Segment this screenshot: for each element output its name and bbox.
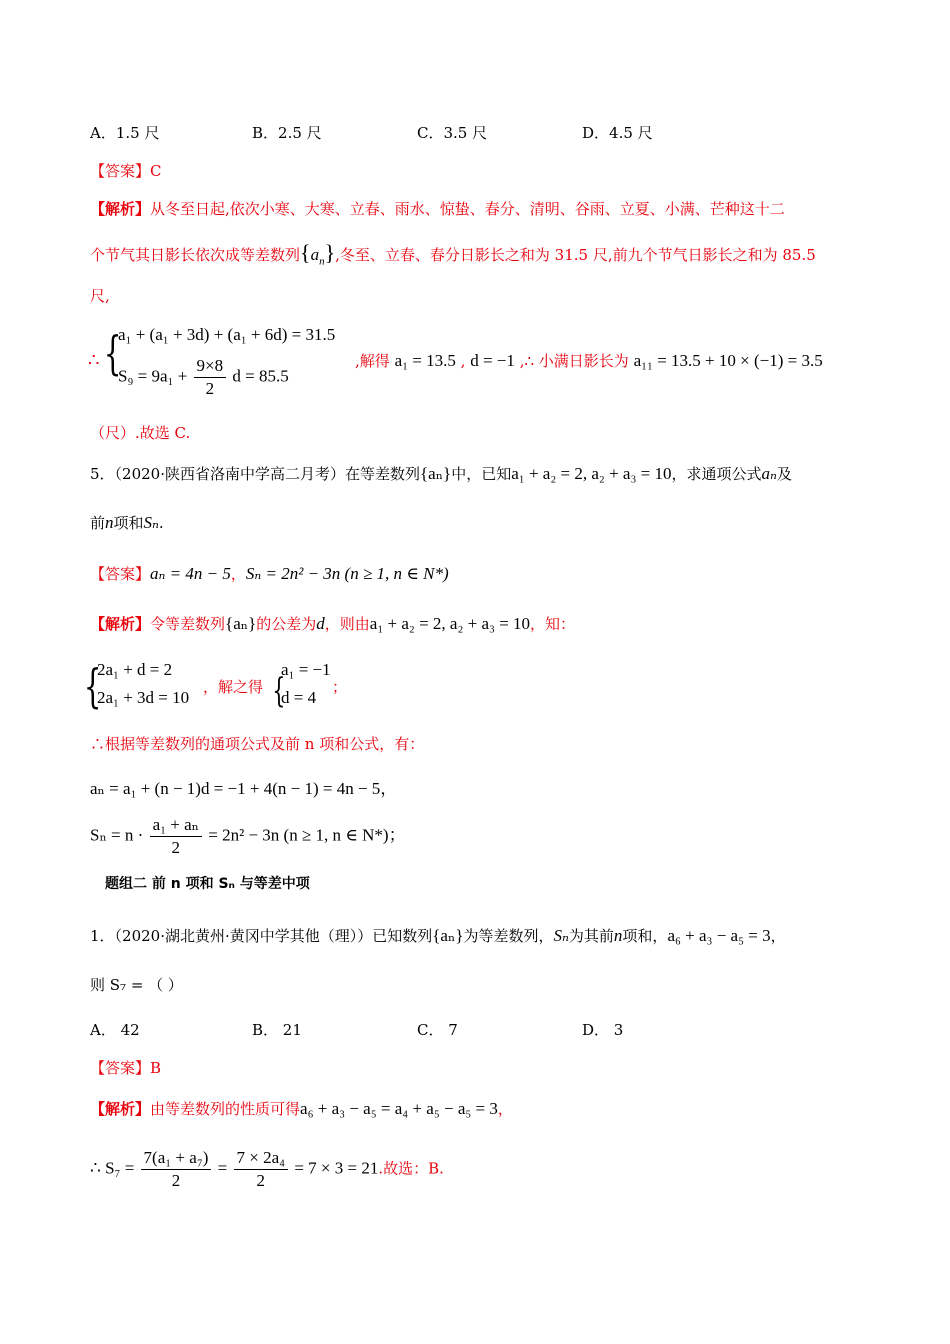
formula-intro: ∴根据等差数列的通项公式及前 n 项和公式，有：	[90, 735, 425, 753]
g2q1-option-d: D． 3	[582, 1021, 624, 1039]
answer-tag: 【答案】	[90, 162, 151, 180]
answer-sep: ，	[230, 565, 246, 583]
q-condition: a₆ + a₃ − a₅ = 3	[667, 926, 771, 945]
final-tail: .故选：B.	[378, 1159, 444, 1178]
q5-text: 项和	[113, 514, 144, 532]
fraction-numerator: 7 × 2a₄	[234, 1148, 289, 1170]
system2-eq2: d = 4	[281, 688, 317, 707]
q-set: {aₙ}	[432, 926, 464, 945]
answer-tag: 【答案】	[90, 1059, 151, 1077]
q-sn: Sₙ	[553, 926, 569, 945]
final-result: = 7 × 3 = 21	[294, 1158, 379, 1178]
q5-an: aₙ	[761, 464, 777, 483]
solve-text: ,解得	[355, 352, 390, 370]
q4-option-a: A．1.5 尺	[90, 124, 160, 142]
semicolon: ；	[332, 678, 348, 696]
q4-answer	[90, 160, 162, 181]
g2q1-final	[90, 1148, 444, 1191]
eq2-fraction	[194, 356, 227, 399]
q4-analysis-line2	[90, 240, 816, 267]
answer-value: C	[150, 162, 162, 180]
q5-sn: Sₙ	[143, 513, 159, 532]
q4-solution: ,解得 a₁ = 13.5 , d = −1 ,∴ 小满日影长为 a₁₁ = 13.5 + 10 × (−1) = 3.5	[355, 351, 823, 370]
solve-text: ，解之得	[203, 678, 264, 696]
analysis-tag: 【解析】	[90, 200, 151, 218]
system-eq2	[118, 356, 289, 399]
q5-line2	[90, 512, 164, 533]
fraction-denominator: 2	[256, 1171, 266, 1190]
sn-right: = 2n² − 3n (n ≥ 1, n ∈ N*)；	[208, 825, 406, 845]
q-text: ，	[770, 927, 786, 945]
system-eq1: a₁ + (a₁ + 3d) + (a₁ + 6d) = 31.5	[118, 325, 336, 344]
g2q1-line2: 则 S₇ = （ ）	[90, 976, 183, 994]
system1-brace: {	[83, 659, 102, 713]
g2q1-answer	[90, 1057, 161, 1078]
fraction-denominator: 2	[205, 379, 215, 398]
answer-sn: Sₙ = 2n² − 3n (n ≥ 1, n ∈ N*)	[245, 564, 449, 583]
q5-text: .	[158, 514, 164, 532]
answer-tag: 【答案】	[90, 565, 151, 583]
solve-a1: a₁ = 13.5	[394, 351, 456, 370]
fraction-numerator: 9×8	[194, 356, 227, 378]
q5-text: 中，已知	[451, 465, 512, 483]
q4-option-c: C．3.5 尺	[417, 124, 488, 142]
g2q1-option-c: C． 7	[417, 1021, 458, 1039]
analysis-text: 由等差数列的性质可得	[150, 1100, 301, 1118]
system2-eq1: a₁ = −1	[281, 660, 331, 679]
g2q1-analysis	[90, 1098, 513, 1119]
analysis-tag: 【解析】	[90, 1100, 151, 1118]
q-text: 1．（2020·湖北黄州·黄冈中学其他（理））已知数列	[90, 927, 433, 945]
q5-set: {aₙ}	[420, 464, 452, 483]
answer-an: aₙ = 4n − 5	[150, 564, 231, 583]
final-fraction-2	[234, 1148, 289, 1191]
analysis-text: ，则由	[324, 615, 370, 633]
analysis-text: 的公差为	[256, 615, 317, 633]
q-text: 为其前	[568, 927, 614, 945]
analysis-condition: a₁ + a₂ = 2, a₂ + a₃ = 10	[369, 614, 531, 633]
q5-line1	[90, 463, 792, 484]
analysis-set: {aₙ}	[225, 614, 257, 633]
analysis-text: ,冬至、立春、春分日影长之和为 31.5 尺,前九个节气日影长之和为 85.5	[335, 246, 816, 264]
eq2-left: S₉ = 9a₁ +	[118, 366, 188, 386]
analysis-eq: a₆ + a₃ − a₅ = a₄ + a₅ − a₅ = 3	[300, 1099, 498, 1118]
q5-condition: a₁ + a₂ = 2, a₂ + a₃ = 10	[511, 464, 672, 483]
g2q1-option-b: B． 21	[252, 1021, 302, 1039]
solve-mid: ,∴ 小满日影长为	[519, 352, 629, 370]
analysis-text: ，	[497, 1100, 513, 1118]
q5-text: ，求通项公式	[671, 465, 762, 483]
system1-eq2: 2a₁ + 3d = 10	[97, 688, 190, 707]
final-fraction-1	[141, 1148, 212, 1191]
fraction-denominator: 2	[171, 1171, 181, 1190]
q-n: n	[613, 926, 623, 945]
final-left: ∴ S₇ =	[90, 1158, 135, 1178]
g2q1-line1	[90, 925, 786, 946]
q5-analysis	[90, 613, 575, 634]
analysis-text: ，知：	[530, 615, 576, 633]
q4-analysis-line1	[90, 198, 785, 219]
group2-title: 题组二 前 n 项和 Sₙ 与等差中项	[105, 876, 310, 892]
q-text: 项和，	[622, 927, 668, 945]
equals: =	[217, 1158, 228, 1178]
eq2-right: d = 85.5	[232, 366, 289, 386]
fraction-numerator: a₁ + aₙ	[150, 815, 202, 837]
system-brace: {	[103, 326, 122, 380]
analysis-tag: 【解析】	[90, 615, 151, 633]
fraction-denominator: 2	[171, 838, 181, 857]
sn-formula	[90, 815, 406, 858]
solve-d: d = −1	[470, 351, 515, 370]
q4-option-b: B．2.5 尺	[252, 124, 322, 142]
q5-n: n	[105, 513, 114, 532]
q4-option-d: D．4.5 尺	[582, 124, 653, 142]
sn-left: Sₙ = n ·	[90, 825, 144, 845]
analysis-d: d	[316, 614, 325, 633]
therefore-symbol: ∴	[88, 350, 100, 371]
solve-result: a₁₁ = 13.5 + 10 × (−1) = 3.5	[633, 351, 823, 370]
system1-eq1: 2a₁ + d = 2	[97, 660, 173, 679]
fraction-numerator: 7(a₁ + a₇)	[141, 1148, 212, 1170]
sn-fraction	[150, 815, 202, 858]
sequence-set: $\{a_n\}$	[300, 240, 336, 268]
q5-text: 及	[776, 465, 792, 483]
q4-conclusion: （尺）.故选 C.	[90, 424, 191, 442]
analysis-text: 令等差数列	[150, 615, 226, 633]
system2-brace: {	[272, 671, 286, 711]
analysis-text: 从冬至日起,依次小寒、大寒、立春、雨水、惊蛰、春分、清明、谷雨、立夏、小满、芒种这十二	[150, 200, 785, 218]
analysis-text: 个节气其日影长依次成等差数列	[90, 246, 301, 264]
q5-answer	[90, 563, 449, 584]
answer-value: B	[150, 1059, 162, 1077]
q4-analysis-line3: 尺,	[90, 287, 110, 305]
q5-text: 前	[90, 514, 106, 532]
q-text: 为等差数列，	[463, 927, 554, 945]
an-formula: aₙ = a₁ + (n − 1)d = −1 + 4(n − 1) = 4n − 5，	[90, 779, 398, 798]
g2q1-option-a: A． 42	[90, 1021, 140, 1039]
q5-text: 5．（2020·陕西省洛南中学高二月考）在等差数列	[90, 465, 420, 483]
